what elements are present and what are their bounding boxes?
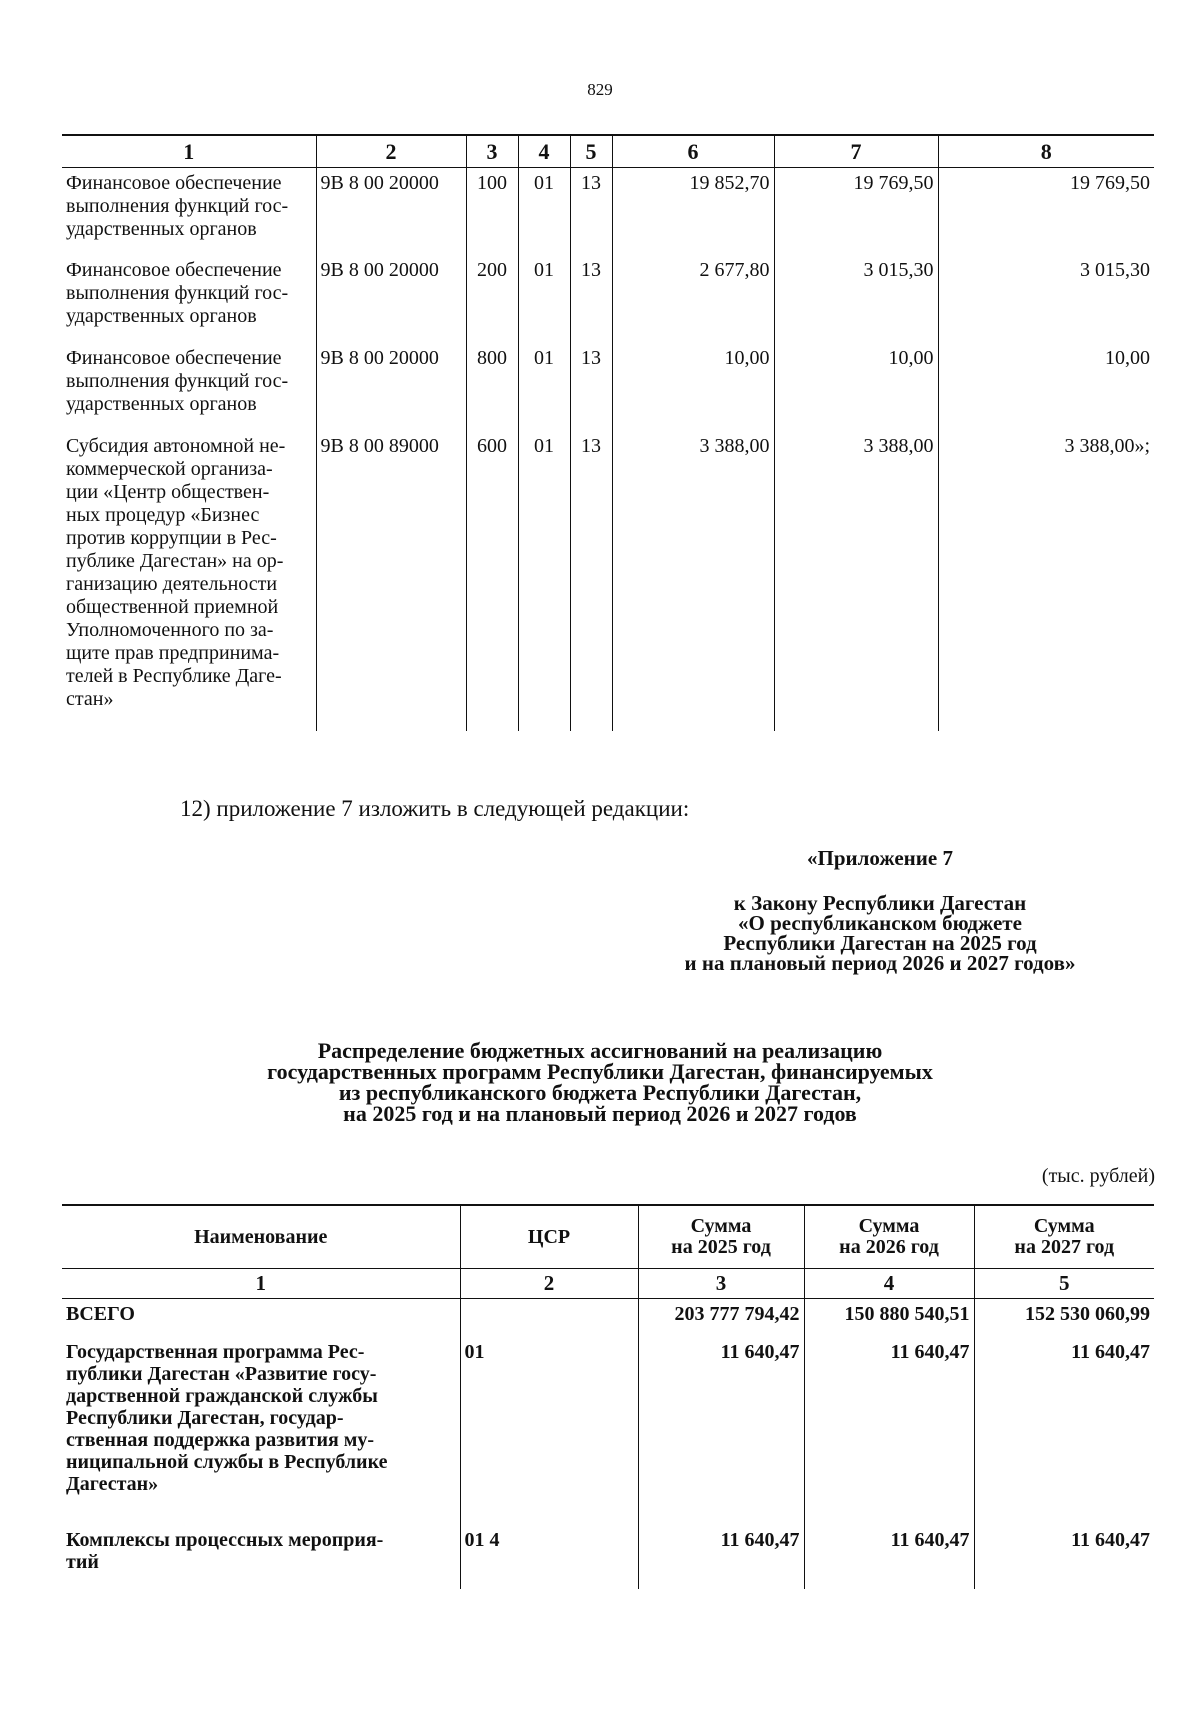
table-row (62, 431, 1154, 731)
col-header: 6 (612, 135, 774, 168)
row-value-2027: 11 640,47 (974, 1525, 1154, 1589)
row-value-2027: 10,00 (938, 343, 1154, 431)
col-index: 3 (638, 1269, 804, 1299)
row-value-2026: 3 015,30 (774, 255, 938, 343)
table-row (62, 343, 1154, 431)
row-value-2026: 11 640,47 (804, 1525, 974, 1589)
row-pr: 13 (570, 343, 612, 431)
row-value-2025: 203 777 794,42 (638, 1299, 804, 1338)
col-header-name: Наименование (62, 1205, 460, 1269)
col-header-sum-2025: Сумма на 2025 год (638, 1205, 804, 1269)
row-name: Субсидия автономной не- коммерческой организа- ции «Центр обществен- ных процедур «Бизнес против коррупции в Рес- публике Дагестан» на ор- ганизацию деятельности общественной приемной Уполномоченного по за- щите прав предпринима- телей в Республике Даге- стан» (62, 431, 316, 731)
col-index: 1 (62, 1269, 460, 1299)
col-header-csr: ЦСР (460, 1205, 638, 1269)
row-value-2026: 10,00 (774, 343, 938, 431)
row-csr: 01 4 (460, 1525, 638, 1589)
col-header: 3 (466, 135, 518, 168)
table-row (62, 168, 1154, 256)
row-csr (460, 1299, 638, 1338)
row-name: Финансовое обеспечение выполнения функций гос- ударственных органов (62, 168, 316, 256)
row-value-2026: 150 880 540,51 (804, 1299, 974, 1338)
header-row (62, 1205, 1154, 1269)
row-value-2025: 10,00 (612, 343, 774, 431)
row-value-2027: 3 015,30 (938, 255, 1154, 343)
col-header: 8 (938, 135, 1154, 168)
page-number: 829 (587, 80, 613, 99)
row-value-2027: 3 388,00»; (938, 431, 1154, 731)
row-value-2026: 11 640,47 (804, 1337, 974, 1525)
table-row (62, 255, 1154, 343)
table-row (62, 1337, 1154, 1525)
row-name: ВСЕГО (62, 1299, 460, 1338)
col-index: 5 (974, 1269, 1154, 1299)
col-header: 1 (62, 135, 316, 168)
row-pr: 13 (570, 431, 612, 731)
row-value-2025: 11 640,47 (638, 1337, 804, 1525)
unit-label: (тыс. рублей) (1041, 1165, 1155, 1187)
row-name: Комплексы процессных мероприя- тий (62, 1525, 460, 1589)
row-name: Финансовое обеспечение выполнения функций гос- ударственных органов (62, 343, 316, 431)
row-name: Финансовое обеспечение выполнения функций гос- ударственных органов (62, 255, 316, 343)
row-csr: 9В 8 00 89000 (316, 431, 466, 731)
row-vr: 100 (466, 168, 518, 256)
row-value-2027: 152 530 060,99 (974, 1299, 1154, 1338)
row-value-2025: 19 852,70 (612, 168, 774, 256)
row-value-2026: 3 388,00 (774, 431, 938, 731)
col-header: 7 (774, 135, 938, 168)
row-csr: 9В 8 00 20000 (316, 255, 466, 343)
row-name: Государственная программа Рес- публики Дагестан «Развитие госу- дарственной гражданской службы Республики Дагестан, государ- ственная поддержка развития му- ниципальной службы в Республике Дагестан» (62, 1337, 460, 1525)
col-index: 4 (804, 1269, 974, 1299)
row-rz: 01 (518, 431, 570, 731)
appendix-reference: к Закону Республики Дагестан «О республиканском бюджете Республики Дагестан на 2025 год и на плановый период 2026 и 2027 годов» (684, 891, 1076, 975)
col-header: 5 (570, 135, 612, 168)
row-csr: 9В 8 00 20000 (316, 343, 466, 431)
table-row (62, 1525, 1154, 1589)
amendment-item-12: 12) приложение 7 изложить в следующей редакции: (180, 796, 690, 821)
row-pr: 13 (570, 255, 612, 343)
row-rz: 01 (518, 343, 570, 431)
document-heading: Распределение бюджетных ассигнований на реализацию государственных программ Республики Дагестан, финансируемых из республиканского бюджета Республики Дагестан, на 2025 год и на плановый период 2026 и 2027 годов (267, 1038, 933, 1126)
row-pr: 13 (570, 168, 612, 256)
col-header: 4 (518, 135, 570, 168)
row-value-2027: 19 769,50 (938, 168, 1154, 256)
continuation-table (62, 134, 1154, 731)
row-csr: 01 (460, 1337, 638, 1525)
col-header: 2 (316, 135, 466, 168)
row-value-2025: 11 640,47 (638, 1525, 804, 1589)
row-value-2026: 19 769,50 (774, 168, 938, 256)
index-row (62, 1269, 1154, 1299)
row-rz: 01 (518, 255, 570, 343)
appendix-title: «Приложение 7 (807, 846, 953, 870)
header-row (62, 135, 1154, 168)
table-row (62, 1299, 1154, 1338)
col-index: 2 (460, 1269, 638, 1299)
row-rz: 01 (518, 168, 570, 256)
row-vr: 600 (466, 431, 518, 731)
programs-table (62, 1204, 1154, 1589)
col-header-sum-2027: Сумма на 2027 год (974, 1205, 1154, 1269)
row-value-2027: 11 640,47 (974, 1337, 1154, 1525)
col-header-sum-2026: Сумма на 2026 год (804, 1205, 974, 1269)
row-vr: 200 (466, 255, 518, 343)
row-vr: 800 (466, 343, 518, 431)
row-csr: 9В 8 00 20000 (316, 168, 466, 256)
row-value-2025: 2 677,80 (612, 255, 774, 343)
row-value-2025: 3 388,00 (612, 431, 774, 731)
